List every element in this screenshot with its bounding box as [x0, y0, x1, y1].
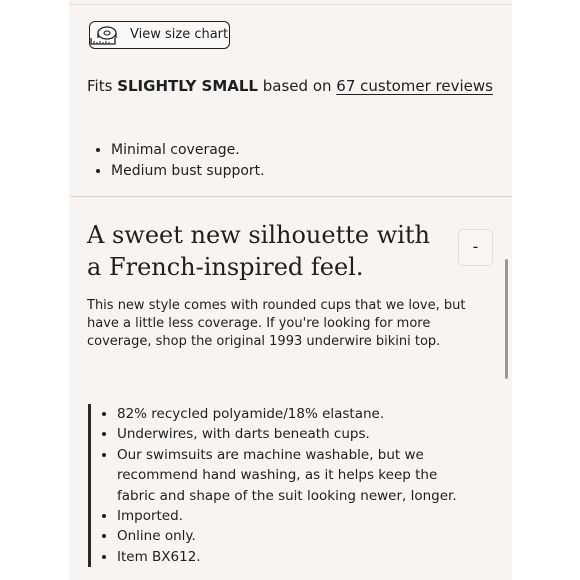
- feature-list: [91, 140, 265, 182]
- list-item: • Item BX612.: [117, 547, 471, 567]
- list-item: • Online only.: [117, 526, 471, 546]
- details-list: [91, 404, 471, 567]
- product-details-panel: [69, 0, 512, 580]
- section-description: This new style comes with rounded cups that we love, but have a little less coverage. If you're looking for more coverage, shop the original 1993 underwire bikini top.: [87, 298, 466, 349]
- list-item: • Medium bust support.: [111, 161, 265, 182]
- fit-summary: [87, 77, 493, 95]
- details-list-block: [88, 404, 471, 567]
- list-item: • Minimal coverage.: [111, 140, 265, 161]
- top-divider: [69, 4, 512, 5]
- measuring-tape-icon: [85, 24, 125, 48]
- customer-reviews-link[interactable]: 67 customer reviews: [336, 77, 493, 95]
- list-item: • Underwires, with darts beneath cups.: [117, 424, 471, 444]
- size-chart-label: View size chart: [130, 27, 229, 42]
- list-item: • Our swimsuits are machine washable, but we recommend hand washing, as it helps keep the fabric and shape of the suit looking newer, longer.: [117, 445, 471, 506]
- section-divider: [69, 196, 512, 197]
- scrollbar[interactable]: [505, 259, 508, 379]
- view-size-chart-button[interactable]: [89, 21, 230, 49]
- list-item: • Imported.: [117, 506, 471, 526]
- section-heading: A sweet new silhouette with a French-inspired feel.: [87, 221, 431, 281]
- fit-middle: based on: [262, 77, 332, 95]
- collapse-button[interactable]: -: [458, 229, 493, 266]
- list-item: • 82% recycled polyamide/18% elastane.: [117, 404, 471, 424]
- fit-size: SLIGHTLY SMALL: [117, 77, 258, 95]
- fit-prefix: Fits: [87, 77, 113, 95]
